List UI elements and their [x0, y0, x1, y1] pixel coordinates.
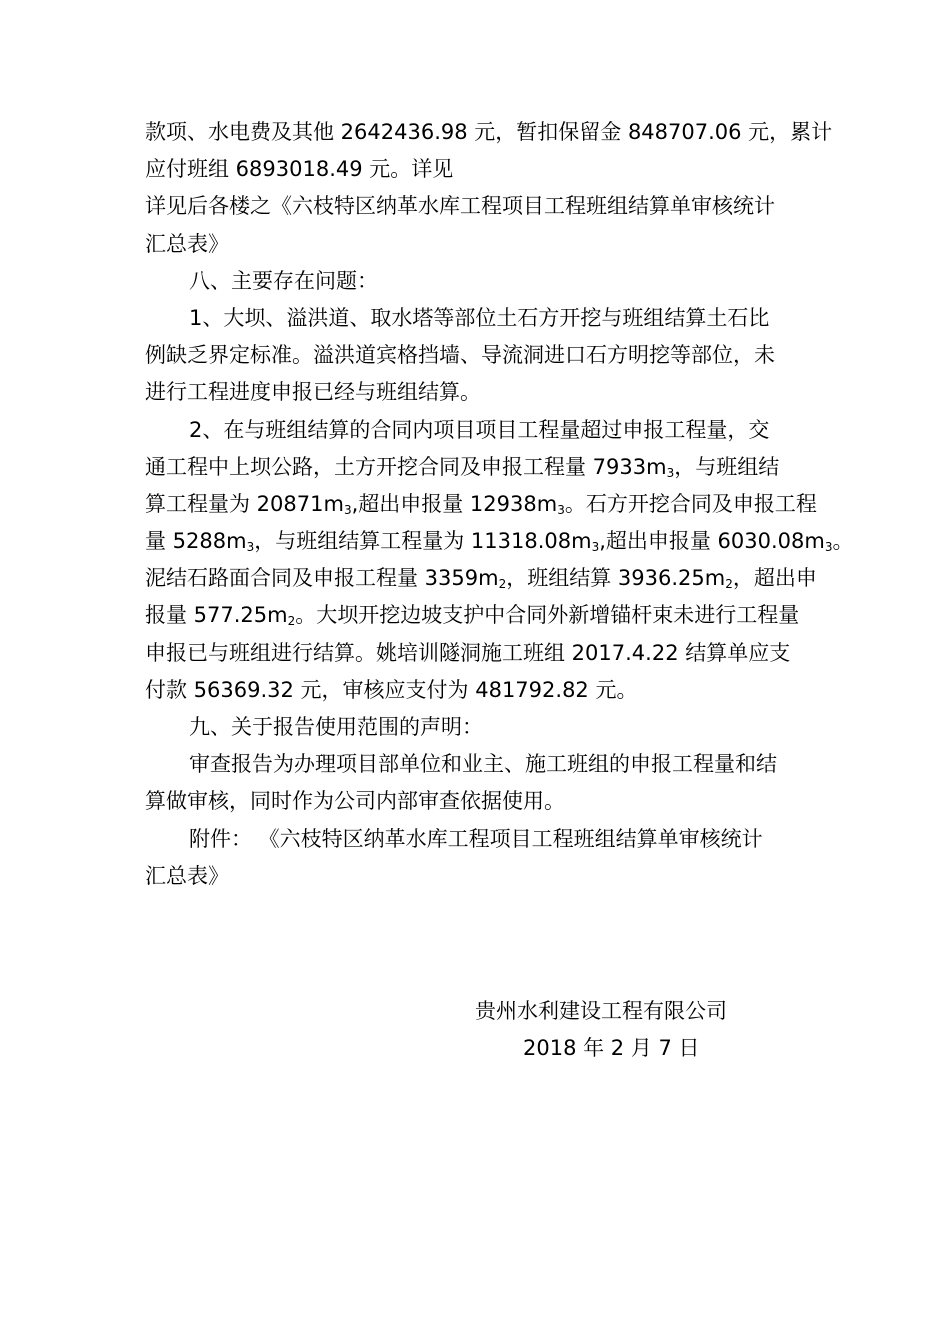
attachment-line — [145, 821, 809, 858]
line-text: 付款 56369.32 元，审核应支付为 481792.82 元。 — [145, 677, 638, 702]
line-text: 。大坝开挖边坡支护中合同外新增锚杆束未进行工程量 — [295, 603, 800, 628]
line-text: 2、在与班组结算的合同内项目项目工程量超过申报工程量，交 — [189, 417, 770, 442]
line-text: 审查报告为办理项目部单位和业主、施工班组的申报工程量和结 — [189, 752, 777, 777]
line-text: 应付班组 6893018.49 元。详见 — [145, 157, 454, 182]
text-line — [145, 858, 809, 895]
text-line — [145, 226, 809, 263]
text-line — [145, 188, 809, 225]
text-line — [145, 114, 833, 151]
line-text: 汇总表》 — [145, 231, 229, 256]
line-text: 附件： 《六枝特区纳革水库工程项目工程班组结算单审核统计 — [189, 826, 763, 851]
text-line — [145, 560, 817, 597]
unit-exponent: 2 — [498, 577, 507, 592]
text-line — [145, 151, 809, 188]
company-name: 贵州水利建设工程有限公司 — [475, 999, 727, 1023]
line-text: 详见后各楼之《六枝特区纳革水库工程项目工程班组结算单审核统计 — [145, 194, 775, 219]
text-line — [145, 486, 817, 523]
text-line — [145, 449, 809, 486]
line-text: ,超出申报量 12938m — [351, 491, 558, 516]
unit-exponent: 2 — [287, 614, 296, 629]
line-text: 量 5288m — [145, 529, 247, 554]
line-text: 。石方开挖合同及申报工程 — [564, 491, 817, 516]
unit-exponent: 3 — [824, 540, 833, 555]
text-line — [145, 746, 809, 783]
text-line — [145, 412, 809, 449]
line-text: ，与班组结 — [674, 454, 780, 479]
text-line — [145, 374, 809, 411]
text-line — [145, 672, 809, 709]
unit-exponent: 3 — [666, 465, 675, 480]
text-line — [145, 523, 854, 560]
line-text: ,超出申报量 6030.08m — [599, 529, 825, 554]
text-line — [145, 597, 809, 634]
section-heading-eight — [145, 263, 809, 300]
unit-exponent: 3 — [557, 502, 565, 517]
line-text: 申报已与班组进行结算。姚培训隧洞施工班组 2017.4.22 结算单应支 — [145, 640, 791, 665]
section-heading-nine — [145, 709, 809, 746]
line-text: ，与班组结算工程量为 11318.08m — [254, 529, 592, 554]
text-line — [145, 337, 809, 374]
line-text: ，班组结算 3936.25m — [506, 566, 726, 591]
signature-date: 2018 年 2 月 7 日 — [523, 1036, 700, 1060]
line-text: 算工程量为 20871m — [145, 491, 344, 516]
line-text: 款项、水电费及其他 2642436.98 元，暂扣保留金 848707.06 元，累计 — [145, 120, 833, 144]
unit-exponent: 3 — [591, 540, 600, 555]
line-text: 泥结石路面合同及申报工程量 3359m — [145, 566, 499, 591]
line-text: 1、大坝、溢洪道、取水塔等部位土石方开挖与班组结算土石比 — [189, 305, 770, 330]
line-text: 八、主要存在问题： — [189, 268, 378, 293]
line-text: 报量 577.25m — [145, 603, 288, 628]
line-text: 算做审核，同时作为公司内部审查依据使用。 — [145, 789, 565, 814]
line-text: 汇总表》 — [145, 863, 229, 888]
line-text: 九、关于报告使用范围的声明： — [189, 715, 483, 739]
line-text: 通工程中上坝公路，土方开挖合同及申报工程量 7933m — [145, 454, 667, 479]
unit-exponent: 3 — [343, 502, 352, 517]
line-text: 进行工程进度申报已经与班组结算。 — [145, 380, 481, 405]
text-line — [145, 783, 809, 820]
signature-block — [475, 993, 775, 1067]
text-line — [145, 635, 809, 672]
line-text: ，超出申 — [732, 566, 817, 591]
document-body — [145, 114, 854, 895]
line-text: 例缺乏界定标准。溢洪道宾格挡墙、导流洞进口石方明挖等部位，未 — [145, 343, 775, 368]
unit-exponent: 3 — [246, 540, 255, 555]
line-text: 。 — [832, 529, 854, 554]
unit-exponent: 2 — [725, 577, 733, 592]
text-line — [145, 300, 809, 337]
